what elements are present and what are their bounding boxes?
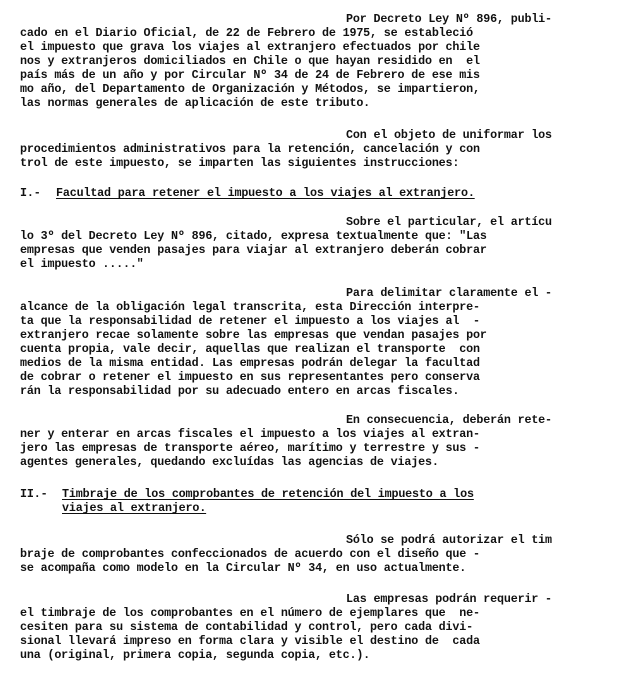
text-line: Para delimitar claramente el - [346,286,552,300]
text-line: rán la responsabilidad por su adecuado entero en arcas fiscales. [20,384,460,398]
text-line: Por Decreto Ley Nº 896, publi- [346,12,552,26]
text-line: se acompaña como modelo en la Circular Nº 34, en uso actualmente. [20,561,467,575]
text-line: ta que la responsabilidad de retener el impuesto a los viajes al - [20,314,480,328]
text-line: jero las empresas de transporte aéreo, marítimo y terrestre y sus - [20,441,480,455]
text-line: una (original, primera copia, segunda copia, etc.). [20,648,371,662]
text-line: braje de comprobantes confeccionados de acuerdo con el diseño que - [20,547,480,561]
text-line: Sólo se podrá autorizar el tim [346,533,552,547]
text-line: Sobre el particular, el artícu [346,215,552,229]
text-line: medios de la misma entidad. Las empresas podrán delegar la facultad [20,356,480,370]
text-line: país más de un año y por Circular Nº 34 de 24 de Febrero de ese mis [20,68,480,82]
section-title: Facultad para retener el impuesto a los viajes al extranjero. [56,186,475,200]
text-line: lo 3º del Decreto Ley Nº 896, citado, expresa textualmente que: "Las [20,229,487,243]
text-line: nos y extranjeros domiciliados en Chile o que hayan residido en el [20,54,480,68]
text-line: el timbraje de los comprobantes en el número de ejemplares que ne- [20,606,480,620]
section-title-line: Timbraje de los comprobantes de retención del impuesto a los [62,487,474,501]
text-line: cesiten para su sistema de contabilidad y control, pero cada divi- [20,620,474,634]
section-number: II.- [20,487,48,501]
text-line: mo año, del Departamento de Organización y Métodos, se impartieron, [20,82,480,96]
text-line: En consecuencia, deberán rete- [346,413,552,427]
text-line: cado en el Diario Oficial, de 22 de Febrero de 1975, se estableció [20,26,474,40]
text-line: las normas generales de aplicación de este tributo. [20,96,371,110]
text-line: extranjero recae solamente sobre las empresas que vendan pasajes por [20,328,487,342]
text-line: el impuesto que grava los viajes al extranjero efectuados por chile [20,40,480,54]
text-line: Las empresas podrán requerir - [346,592,552,606]
text-line: trol de este impuesto, se imparten las siguientes instrucciones: [20,156,460,170]
text-line: de cobrar o retener el impuesto en sus representantes pero conserva [20,370,480,384]
text-line: alcance de la obligación legal transcrita, esta Dirección interpre- [20,300,480,314]
text-line: ner y enterar en arcas fiscales el impuesto a los viajes al extran- [20,427,480,441]
text-line: sional llevará impreso en forma clara y visible el destino de cada [20,634,480,648]
text-line: Con el objeto de uniformar los [346,128,552,142]
section-title-line: viajes al extranjero. [62,501,207,515]
text-line: el impuesto ....." [20,257,144,271]
text-line: cuenta propia, vale decir, aquellas que realizan el transporte con [20,342,480,356]
text-line: empresas que venden pasajes para viajar al extranjero deberán cobrar [20,243,487,257]
text-line: procedimientos administrativos para la retención, cancelación y con [20,142,480,156]
text-line: agentes generales, quedando excluídas las agencias de viajes. [20,455,439,469]
section-number: I.- [20,186,41,200]
